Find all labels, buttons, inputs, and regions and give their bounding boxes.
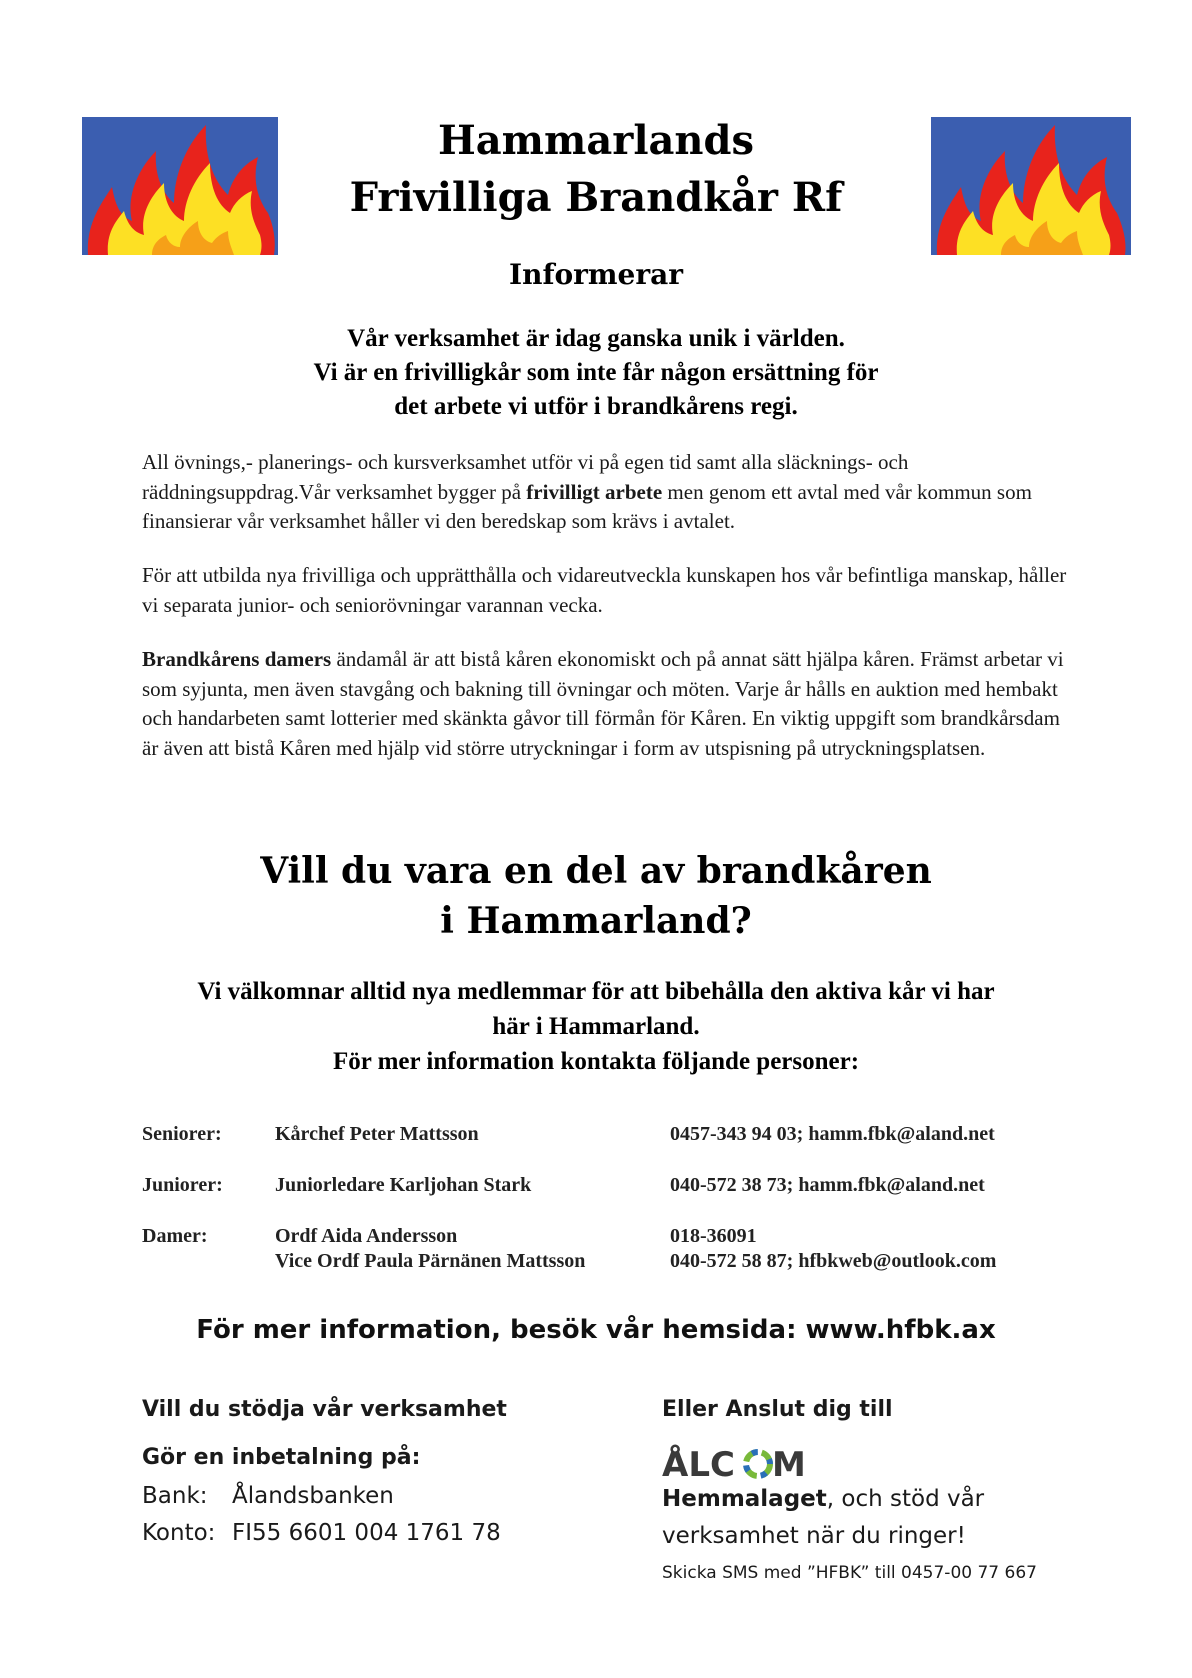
contact-person: Kårchef Peter Mattsson [275, 1123, 479, 1145]
welcome-line: här i Hammarland. [492, 1013, 700, 1040]
subtitle: Informerar [508, 258, 683, 291]
welcome-block [0, 974, 1192, 1079]
title-line-2: Frivilliga Brandkår Rf [349, 174, 843, 221]
welcome-line: Vi välkomnar alltid nya medlemmar för att bibehålla den aktiva kår vi har [197, 978, 995, 1005]
contact-category: Seniorer: [142, 1123, 222, 1145]
support-title: Vill du stödja vår verksamhet [142, 1397, 507, 1422]
intro-line: Vi är en frivilligkår som inte får någon ersättning för [313, 359, 879, 386]
alcom-logo-ring [746, 1452, 770, 1476]
alcom-logo-text-a: ÅLC [662, 1445, 735, 1485]
contact-phone-email: 0457-343 94 03; hamm.fbk@aland.net [670, 1123, 995, 1145]
contact-category: Juniorer: [142, 1174, 223, 1196]
paragraph-1-text-b: men genom ett avtal med vår kommun som finansierar vår verksamhet håller vi den beredskap som krävs i avtalet. [142, 479, 1032, 533]
contact-category: Damer: [142, 1225, 208, 1247]
paragraph-2: För att utbilda nya frivilliga och upprätthålla och vidareutveckla kunskapen hos vår befintliga manskap, håller vi separata junior- och seniorövningar varannan vecka. [142, 563, 1067, 617]
paragraph-3-text: ändamål är att bistå kåren ekonomiskt och på annat sätt hjälpa kåren. Främst arbetar vi som syjunta, men även stavgång och bakning till övningar och möten. Varje år hålls en auktion med hembakt och handarbeten samt lotterier med skänkta gåvor till förmån för Kåren. En viktig uppgift som brandkårsdam är även att bistå Kåren med hjälp vid större utryckningar i form av utspisning på utryckningsplatsen. [142, 647, 1064, 760]
alcom-logo [662, 1440, 806, 1485]
join-heading-line-1: Vill du vara en del av brandkåren [260, 850, 932, 892]
bank-row [142, 1480, 562, 1512]
paragraph-3-bold: Brandkårens damers [142, 647, 332, 671]
intro-block [0, 322, 1192, 424]
payment-title: Gör en inbetalning på: [142, 1445, 421, 1470]
join-alcom-title: Eller Anslut dig till [662, 1397, 893, 1422]
join-heading [0, 846, 1192, 946]
contact-phone-email: 040-572 58 87; hfbkweb@outlook.com [670, 1250, 997, 1272]
contact-person: Vice Ordf Paula Pärnänen Mattsson [275, 1250, 586, 1272]
bank-label: Bank: [142, 1483, 208, 1509]
contact-phone-email: 040-572 38 73; hamm.fbk@aland.net [670, 1174, 985, 1196]
alcom-logo-text-b: M [772, 1445, 806, 1485]
join-heading-line-2: i Hammarland? [440, 900, 752, 942]
website-line: För mer information, besök vår hemsida: www.hfbk.ax [196, 1315, 996, 1345]
bank-value: Ålandsbanken [232, 1483, 394, 1509]
contact-person: Juniorledare Karljohan Stark [275, 1174, 532, 1196]
contact-phone-email: 018-36091 [670, 1225, 757, 1247]
hemmalaget-line [662, 1483, 984, 1515]
paragraph-1 [142, 448, 1072, 537]
intro-line: det arbete vi utför i brandkårens regi. [394, 393, 798, 420]
sms-line: Skicka SMS med ”HFBK” till 0457-00 77 667 [662, 1563, 1037, 1583]
hemmalaget-line-2: verksamhet när du ringer! [662, 1523, 966, 1549]
intro-line: Vår verksamhet är idag ganska unik i världen. [347, 325, 845, 352]
konto-value: FI55 6601 004 1761 78 [232, 1520, 501, 1546]
page-title [0, 112, 1192, 226]
hemmalaget-bold: Hemmalaget [662, 1486, 827, 1512]
paragraph-3 [142, 645, 1072, 763]
contact-person: Ordf Aida Andersson [275, 1225, 458, 1247]
konto-label: Konto: [142, 1520, 216, 1546]
konto-row [142, 1517, 562, 1549]
hemmalaget-rest: , och stöd vår [826, 1486, 985, 1512]
paragraph-1-text-a: All övnings,- planerings- och kursverksamhet utför vi på egen tid samt alla släcknings- och räddningsuppdrag.Vår verksamhet bygger på [142, 450, 909, 504]
paragraph-1-bold: frivilligt arbete [526, 479, 663, 504]
title-line-1: Hammarlands [437, 117, 755, 164]
welcome-line: För mer information kontakta följande personer: [332, 1048, 860, 1075]
